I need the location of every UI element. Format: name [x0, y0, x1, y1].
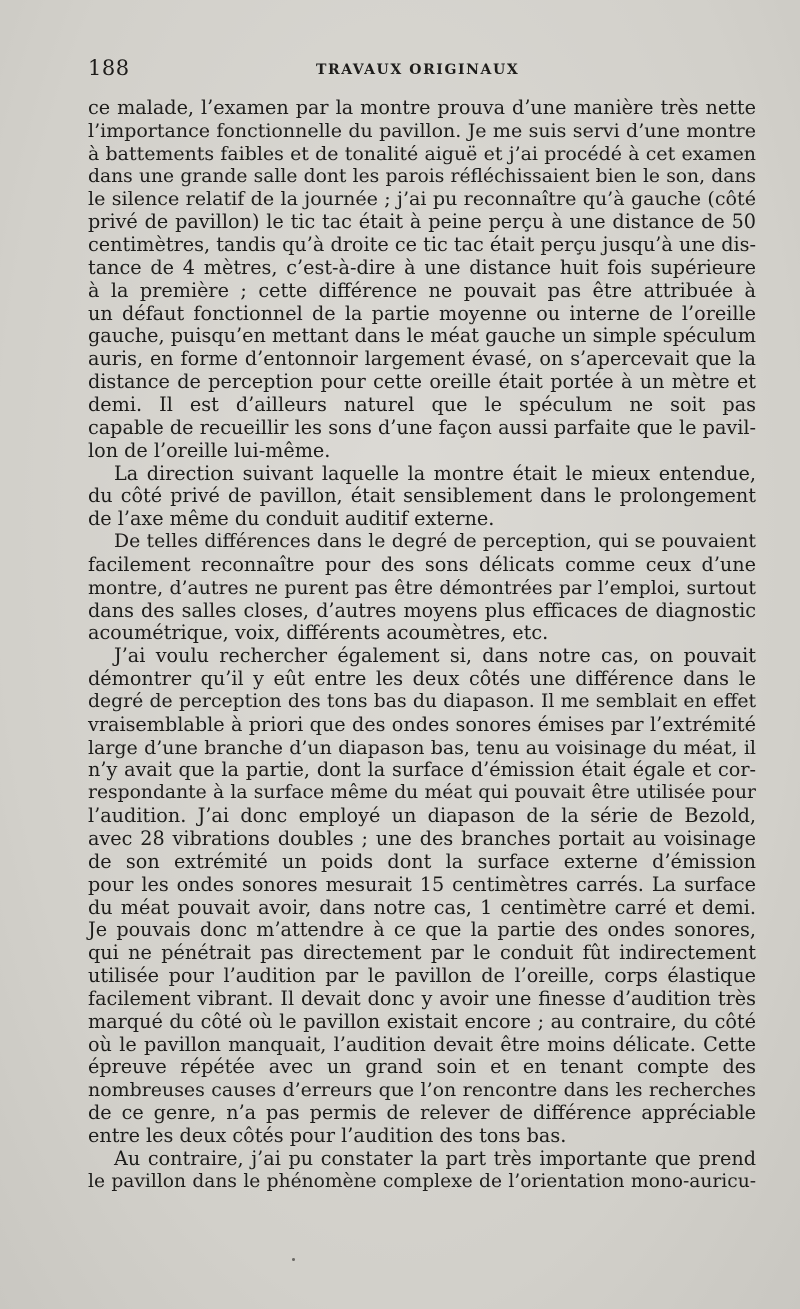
text-line: entre les deux côtés pour l’audition des tons bas. [88, 1123, 567, 1147]
text-line: de son extrémité un poids dont la surface externe d’émission [88, 849, 756, 873]
paragraph-first-line: J’ai voulu rechercher également si, dans notre cas, on pouvait [114, 644, 756, 668]
text-line: Je pouvais donc m’attendre à ce que la partie des ondes sonores, [88, 918, 756, 942]
text-line: le pavillon dans le phénomène complexe de l’orientation mono-auricu- [88, 1170, 756, 1192]
text-line: de ce genre, n’a pas permis de relever de différence appréciable [88, 1101, 756, 1125]
running-title: TRAVAUX ORIGINAUX [316, 62, 520, 78]
text-line: ce malade, l’examen par la montre prouva d’une manière très nette [88, 96, 756, 119]
text-line: l’audition. J’ai donc employé un diapason de la série de Bezold, [88, 804, 756, 828]
text-line: demi. Il est d’ailleurs naturel que le spéculum ne soit pas [88, 392, 756, 416]
text-line: de l’axe même du conduit auditif externe. [88, 507, 495, 531]
text-line: degré de perception des tons bas du diapason. Il me semblait en effet [88, 690, 756, 712]
text-line: où le pavillon manquait, l’audition devait être moins délicate. Cette [88, 1032, 756, 1056]
text-line: montre, d’autres ne purent pas être démontrées par l’emploi, surtout [88, 576, 756, 599]
text-line: du côté privé de pavillon, était sensiblement dans le prolongement [88, 484, 756, 508]
text-line: le silence relatif de la journée ; j’ai pu reconnaître qu’à gauche (côté [88, 188, 756, 211]
text-line: dans une grande salle dont les parois réfléchissaient bien le son, dans [88, 165, 756, 187]
text-line: centimètres, tandis qu’à droite ce tic tac était perçu jusqu’à une dis- [88, 233, 756, 257]
text-line: lon de l’oreille lui-même. [88, 438, 331, 462]
text-line: avec 28 vibrations doubles ; une des branches portait au voisinage [88, 827, 756, 850]
text-line: n’y avait que la partie, dont la surface d’émission était égale et cor- [88, 758, 756, 782]
text-line: tance de 4 mètres, c’est-à-dire à une distance huit fois supérieure [88, 255, 756, 279]
text-line: à battements faibles et de tonalité aiguë et j’ai procédé à cet examen [88, 142, 756, 165]
text-line: auris, en forme d’entonnoir largement évasé, on s’apercevait que la [88, 347, 756, 371]
text-line: privé de pavillon) le tic tac était à peine perçu à une distance de 50 [88, 210, 756, 234]
text-line: gauche, puisqu’en mettant dans le méat gauche un simple spéculum [88, 324, 756, 348]
text-line: qui ne pénétrait pas directement par le conduit fût indirectement [88, 941, 756, 965]
text-line: un défaut fonctionnel de la partie moyenne ou interne de l’oreille [88, 301, 756, 325]
paragraph-first-line: La direction suivant laquelle la montre était le mieux entendue, [114, 461, 756, 485]
paragraph-first-line: Au contraire, j’ai pu constater la part très importante que prend [114, 1146, 756, 1170]
text-line: démontrer qu’il y eût entre les deux côtés une différence dans le [88, 667, 756, 691]
text-line: utilisée pour l’audition par le pavillon de l’oreille, corps élastique [88, 964, 756, 988]
text-line: facilement vibrant. Il devait donc y avoir une finesse d’audition très [88, 986, 756, 1010]
running-head [88, 56, 758, 86]
text-line: facilement reconnaître pour des sons délicats comme ceux d’une [88, 552, 756, 576]
page-number: 188 [88, 56, 130, 80]
text-line: du méat pouvait avoir, dans notre cas, 1 centimètre carré et demi. [88, 895, 756, 919]
text-line: large d’une branche d’un diapason bas, tenu au voisinage du méat, il [88, 736, 756, 759]
ink-speck [292, 1258, 295, 1261]
text-line: distance de perception pour cette oreille était portée à un mètre et [88, 370, 756, 394]
text-line: épreuve répétée avec un grand soin et en tenant compte des [88, 1055, 756, 1079]
text-line: à la première ; cette différence ne pouvait pas être attribuée à [88, 278, 756, 302]
text-line: dans des salles closes, d’autres moyens plus efficaces de diagnostic [88, 598, 756, 622]
text-line: marqué du côté où le pavillon existait encore ; au contraire, du côté [88, 1009, 756, 1033]
text-line: nombreuses causes d’erreurs que l’on rencontre dans les recherches [88, 1079, 756, 1102]
text-line: acoumétrique, voix, différents acoumètres, etc. [88, 621, 549, 645]
text-line: respondante à la surface même du méat qui pouvait être utilisée pour [88, 782, 756, 804]
text-line: vraisemblable à priori que des ondes sonores émises par l’extrémité [88, 712, 756, 736]
text-line: capable de recueillir les sons d’une façon aussi parfaite que le pavil- [88, 415, 756, 439]
text-line: l’importance fonctionnelle du pavillon. Je me suis servi d’une montre [88, 119, 756, 142]
paragraph-first-line: De telles différences dans le degré de perception, qui se pouvaient [114, 531, 756, 553]
body-text [88, 97, 756, 1194]
text-line: pour les ondes sonores mesurait 15 centimètres carrés. La surface [88, 872, 756, 896]
